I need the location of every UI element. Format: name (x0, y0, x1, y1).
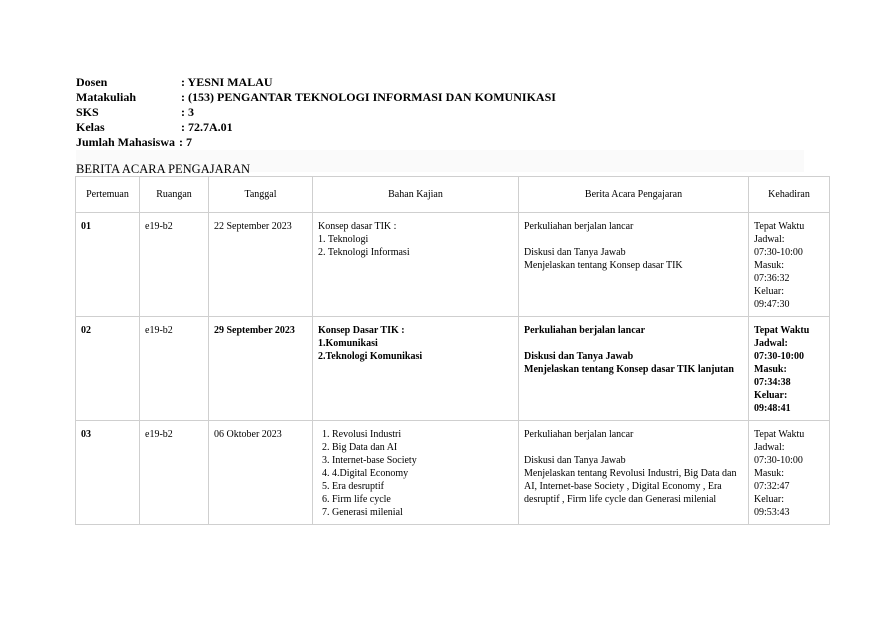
pertemuan-cell: 01 (76, 213, 140, 317)
kehadiran-line: 07:30-10:00 (754, 351, 804, 362)
bahan-item: 5. Era desruptif (332, 480, 513, 493)
bahan-item: 1.Komunikasi (318, 338, 378, 349)
berita-acara-table (75, 176, 830, 525)
kehadiran-line: 07:30-10:00 (754, 455, 803, 466)
kehadiran-line: Masuk: (754, 260, 784, 271)
col-header-berita-acara: Berita Acara Pengajaran (519, 177, 749, 213)
bahan-item: 7. Generasi milenial (332, 506, 513, 519)
bahan-item: 2. Big Data dan AI (332, 441, 513, 454)
sks-row (76, 105, 556, 120)
kehadiran-cell (749, 317, 830, 421)
col-header-tanggal: Tanggal (209, 177, 313, 213)
kelas-value: : 72.7A.01 (181, 120, 233, 134)
pertemuan-cell: 02 (76, 317, 140, 421)
table-row (76, 421, 830, 525)
bahan-item: 2. Teknologi Informasi (318, 247, 410, 258)
kehadiran-cell (749, 421, 830, 525)
kehadiran-line: 07:30-10:00 (754, 247, 803, 258)
kehadiran-line: Jadwal: (754, 338, 788, 349)
kelas-row (76, 120, 556, 135)
berita-acara-cell (519, 421, 749, 525)
bahan-item: 4. 4.Digital Economy (332, 467, 513, 480)
bahan-kajian-cell (313, 421, 519, 525)
ruangan-cell: e19-b2 (140, 317, 209, 421)
kehadiran-line: Jadwal: (754, 442, 785, 453)
matakuliah-label: Matakuliah (76, 90, 137, 104)
berita-line: Perkuliahan berjalan lancar (524, 325, 646, 336)
col-header-ruangan: Ruangan (140, 177, 209, 213)
kehadiran-line: Keluar: (754, 286, 784, 297)
jumlah-label: Jumlah Mahasiswa (76, 135, 176, 149)
kehadiran-line: 07:36:32 (754, 273, 790, 284)
jumlah-row (76, 135, 556, 150)
table-row (76, 317, 830, 421)
kehadiran-line: Tepat Waktu (754, 221, 805, 232)
kehadiran-cell (749, 213, 830, 317)
berita-line: Perkuliahan berjalan lancar (524, 429, 634, 440)
berita-line: Perkuliahan berjalan lancar (524, 221, 634, 232)
kehadiran-line: 07:34:38 (754, 377, 791, 388)
kehadiran-line: Jadwal: (754, 234, 785, 245)
berita-acara-cell (519, 317, 749, 421)
bahan-list (318, 428, 513, 519)
tanggal-cell: 22 September 2023 (209, 213, 313, 317)
kelas-label: Kelas (76, 120, 105, 134)
sks-value: : 3 (181, 105, 194, 119)
bahan-item: 1. Teknologi (318, 234, 369, 245)
bahan-title: Konsep dasar TIK : (318, 221, 397, 232)
pertemuan-cell: 03 (76, 421, 140, 525)
col-header-bahan-kajian: Bahan Kajian (313, 177, 519, 213)
kehadiran-line: 09:47:30 (754, 299, 790, 310)
bahan-kajian-cell (313, 317, 519, 421)
bahan-title: Konsep Dasar TIK : (318, 325, 405, 336)
bahan-item: 2.Teknologi Komunikasi (318, 351, 423, 362)
kehadiran-line: 09:53:43 (754, 507, 790, 518)
table-header-row (76, 177, 830, 213)
col-header-pertemuan: Pertemuan (76, 177, 140, 213)
kehadiran-line: Tepat Waktu (754, 429, 805, 440)
dosen-label: Dosen (76, 75, 108, 89)
matakuliah-value: : (153) PENGANTAR TEKNOLOGI INFORMASI DAN KOMUNIKASI (181, 90, 556, 104)
bahan-kajian-cell (313, 213, 519, 317)
dosen-value: : YESNI MALAU (181, 75, 273, 89)
bahan-item: 3. Internet-base Society (332, 454, 513, 467)
dosen-row (76, 75, 556, 90)
jumlah-value: : 7 (179, 135, 193, 149)
berita-line: Diskusi dan Tanya Jawab (524, 455, 626, 466)
table-row (76, 213, 830, 317)
col-header-kehadiran: Kehadiran (749, 177, 830, 213)
kehadiran-line: Tepat Waktu (754, 325, 810, 336)
kehadiran-line: 09:48:41 (754, 403, 791, 414)
berita-line: Menjelaskan tentang Konsep dasar TIK (524, 260, 683, 271)
section-title: BERITA ACARA PENGAJARAN (76, 162, 251, 176)
berita-line: Menjelaskan tentang Revolusi Industri, Big Data dan AI, Internet-base Society , Digital Economy , Era desruptif , Firm life cycle dan Generasi milenial (524, 468, 737, 505)
ruangan-cell: e19-b2 (140, 421, 209, 525)
kehadiran-line: 07:32:47 (754, 481, 790, 492)
kehadiran-line: Masuk: (754, 364, 787, 375)
ruangan-cell: e19-b2 (140, 213, 209, 317)
berita-line: Diskusi dan Tanya Jawab (524, 351, 634, 362)
tanggal-cell: 29 September 2023 (209, 317, 313, 421)
course-info-header (76, 75, 556, 150)
bahan-item: 1. Revolusi Industri (332, 428, 513, 441)
sks-label: SKS (76, 105, 99, 119)
berita-acara-cell (519, 213, 749, 317)
tanggal-cell: 06 Oktober 2023 (209, 421, 313, 525)
matakuliah-row (76, 90, 556, 105)
kehadiran-line: Masuk: (754, 468, 784, 479)
berita-line: Menjelaskan tentang Konsep dasar TIK lanjutan (524, 364, 734, 375)
bahan-item: 6. Firm life cycle (332, 493, 513, 506)
kehadiran-line: Keluar: (754, 390, 788, 401)
berita-line: Diskusi dan Tanya Jawab (524, 247, 626, 258)
kehadiran-line: Keluar: (754, 494, 784, 505)
